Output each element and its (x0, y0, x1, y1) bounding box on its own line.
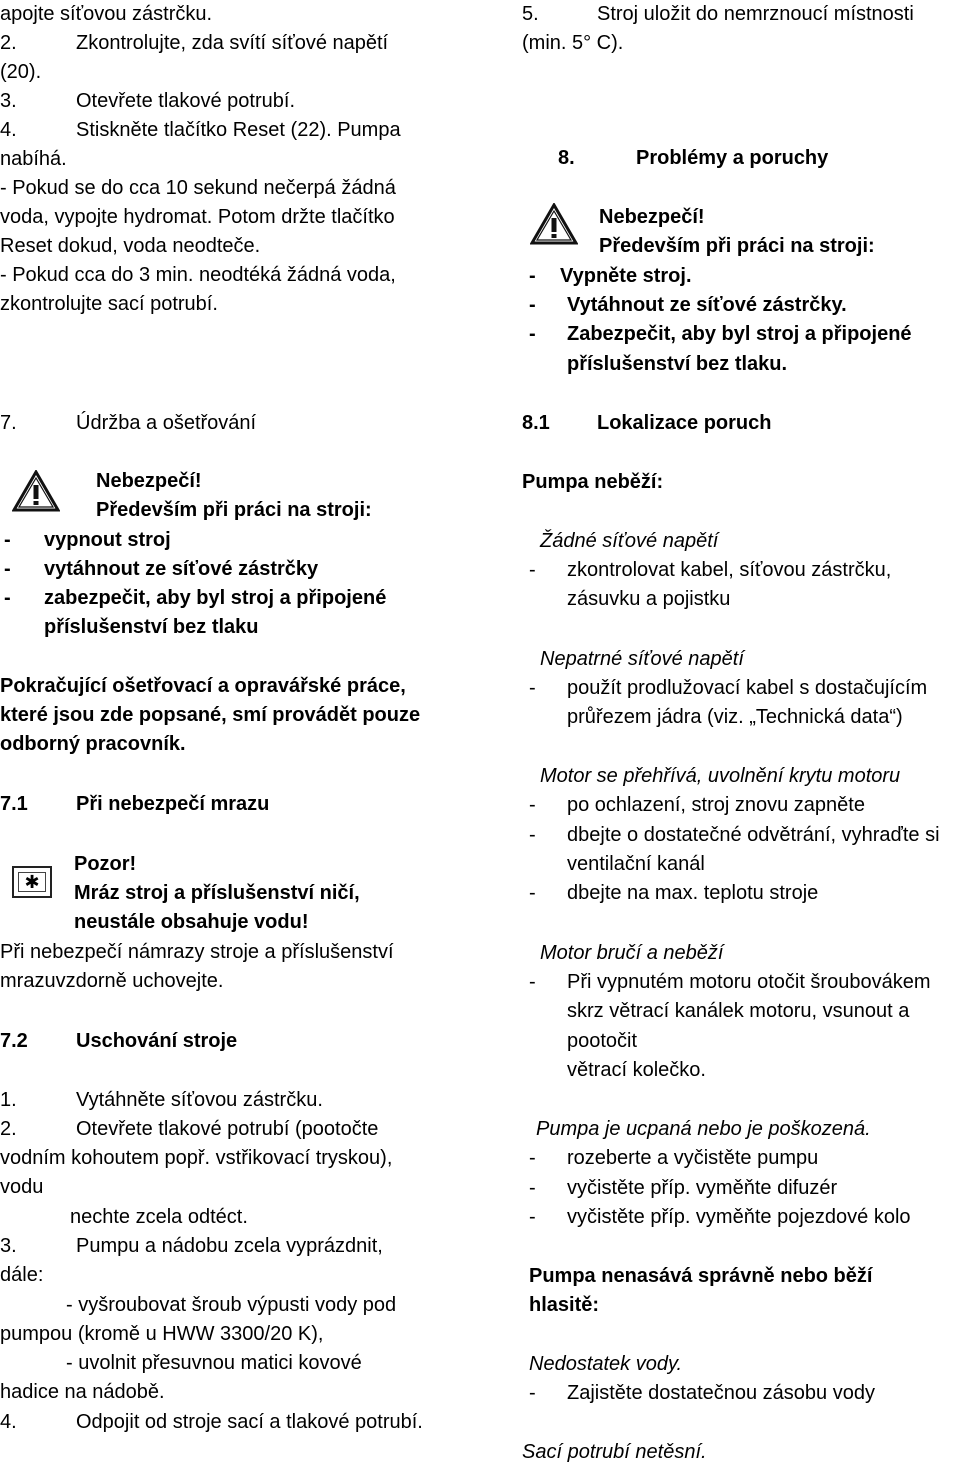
subheading: Pumpa nenasává správně nebo běží (529, 1265, 873, 1287)
bullet: - (529, 265, 536, 287)
list-number: 1. (0, 1089, 17, 1111)
section-heading: Údržba a ošetřování (76, 412, 257, 434)
text-line: pumpou (kromě u HWW 3300/20 K), (0, 1323, 324, 1345)
text-line: Pumpu a nádobu zcela vyprázdnit, (76, 1235, 383, 1257)
section-heading: Uschování stroje (76, 1030, 238, 1052)
text-line: dále: (0, 1264, 44, 1286)
bullet: - (529, 323, 536, 345)
frost-symbol-icon: ✱ (12, 866, 52, 898)
text-line: nechte zcela odtéct. (70, 1206, 248, 1228)
text-line: Pokračující ošetřovací a opravářské práce, (0, 675, 406, 697)
text-line: Odpojit od stroje sací a tlakové potrubí. (76, 1411, 423, 1433)
text-line: zásuvku a pojistku (567, 588, 731, 610)
text-line: Zkontrolujte, zda svítí síťové napětí (76, 32, 389, 54)
caution-text: Mráz stroj a příslušenství ničí, (74, 882, 360, 904)
cause-label: Pumpa je ucpaná nebo je poškozená. (536, 1118, 871, 1140)
bullet: - (529, 824, 536, 846)
section-number: 7. (0, 412, 17, 434)
text-line: nabíhá. (0, 148, 67, 170)
section-number: 8.1 (522, 412, 550, 434)
text-line: které jsou zde popsané, smí provádět pouze (0, 704, 421, 726)
text-line: skrz větrací kanálek motoru, vsunout a (567, 1000, 910, 1022)
text-line: dbejte na max. teplotu stroje (567, 882, 819, 904)
cause-label: Žádné síťové napětí (540, 530, 719, 552)
caution-text: neustále obsahuje vodu! (74, 911, 309, 933)
bullet: - (4, 587, 11, 609)
bullet: - (529, 1382, 536, 1404)
list-number: 3. (0, 1235, 17, 1257)
text-line: vypnout stroj (44, 529, 171, 551)
text-line: Vypněte stroj. (560, 265, 692, 287)
text-line: - uvolnit přesuvnou matici kovové (66, 1352, 362, 1374)
text-line: pootočit (567, 1030, 638, 1052)
text-line: zkontrolovat kabel, síťovou zástrčku, (567, 559, 892, 581)
bullet: - (529, 794, 536, 816)
text-line: Stiskněte tlačítko Reset (22). Pumpa (76, 119, 401, 141)
bullet: - (529, 971, 536, 993)
text-line: - vyšroubovat šroub výpusti vody pod (66, 1294, 397, 1316)
text-line: - Pokud cca do 3 min. neodtéká žádná voda, (0, 264, 396, 286)
list-number: 3. (0, 90, 17, 112)
cause-label: Nepatrné síťové napětí (540, 648, 744, 670)
section-number: 8. (558, 147, 575, 169)
text-line: vodu (0, 1176, 44, 1198)
bullet: - (4, 558, 11, 580)
text-line: vytáhnout ze síťové zástrčky (44, 558, 319, 580)
bullet: - (529, 677, 536, 699)
bullet: - (529, 882, 536, 904)
text-line: příslušenství bez tlaku. (567, 353, 788, 375)
text-line: zabezpečit, aby byl stroj a připojené (44, 587, 387, 609)
list-number: 2. (0, 32, 17, 54)
section-number: 7.1 (0, 793, 28, 815)
cause-label: Sací potrubí netěsní. (522, 1441, 707, 1463)
text-line: - Pokud se do cca 10 sekund nečerpá žádná (0, 177, 396, 199)
text-line: Zajistěte dostatečnou zásobu vody (567, 1382, 875, 1404)
text-line: Vytáhnout ze síťové zástrčky. (567, 294, 847, 316)
text-line: Při nebezpečí námrazy stroje a příslušenství (0, 941, 394, 963)
text-line: Otevřete tlakové potrubí. (76, 90, 296, 112)
caution-title: Pozor! (74, 853, 137, 875)
warning-title: Nebezpečí! (96, 470, 202, 492)
text-line: Při vypnutém motoru otočit šroubovákem (567, 971, 931, 993)
text-line: vyčistěte příp. vyměňte difuzér (567, 1177, 838, 1199)
bullet: - (529, 1206, 536, 1228)
cause-label: Motor se přehřívá, uvolnění krytu motoru (540, 765, 901, 787)
subheading: hlasitě: (529, 1294, 600, 1316)
bullet: - (529, 1177, 536, 1199)
bullet: - (529, 1147, 536, 1169)
text-line: rozeberte a vyčistěte pumpu (567, 1147, 819, 1169)
text-line: Stroj uložit do nemrznoucí místnosti (597, 3, 914, 25)
warning-text: Především při práci na stroji: (96, 499, 372, 521)
text-line: dbejte o dostatečné odvětrání, vyhraďte si (567, 824, 940, 846)
list-number: 4. (0, 119, 17, 141)
text-line: vyčistěte příp. vyměňte pojezdové kolo (567, 1206, 911, 1228)
list-number: 2. (0, 1118, 17, 1140)
text-line: apojte síťovou zástrčku. (0, 3, 213, 25)
text-line: větrací kolečko. (567, 1059, 706, 1081)
text-line: zkontrolujte sací potrubí. (0, 293, 218, 315)
text-line: (min. 5° C). (522, 32, 624, 54)
bullet: - (4, 529, 11, 551)
warning-text: Především při práci na stroji: (599, 235, 875, 257)
text-line: mrazuvzdorně uchovejte. (0, 970, 224, 992)
text-line: Otevřete tlakové potrubí (pootočte (76, 1118, 379, 1140)
warning-triangle-icon (12, 470, 60, 512)
text-line: hadice na nádobě. (0, 1381, 165, 1403)
text-line: Vytáhněte síťovou zástrčku. (76, 1089, 323, 1111)
cause-label: Nedostatek vody. (529, 1353, 683, 1375)
bullet: - (529, 559, 536, 581)
warning-title: Nebezpečí! (599, 206, 705, 228)
text-line: Zabezpečit, aby byl stroj a připojené (567, 323, 912, 345)
list-number: 5. (522, 3, 539, 25)
warning-triangle-icon (530, 203, 578, 245)
text-line: příslušenství bez tlaku (44, 616, 259, 638)
section-heading: Lokalizace poruch (597, 412, 772, 434)
text-line: průřezem jádra (viz. „Technická data“) (567, 706, 903, 728)
subheading: Pumpa neběží: (522, 471, 664, 493)
section-heading: Při nebezpečí mrazu (76, 793, 270, 815)
text-line: Reset dokud, voda neodteče. (0, 235, 261, 257)
text-line: (20). (0, 61, 42, 83)
section-number: 7.2 (0, 1030, 28, 1052)
text-line: po ochlazení, stroj znovu zapněte (567, 794, 865, 816)
text-line: odborný pracovník. (0, 733, 186, 755)
cause-label: Motor bručí a neběží (540, 942, 724, 964)
text-line: použít prodlužovací kabel s dostačujícím (567, 677, 928, 699)
list-number: 4. (0, 1411, 17, 1433)
section-heading: Problémy a poruchy (636, 147, 829, 169)
bullet: - (529, 294, 536, 316)
text-line: ventilační kanál (567, 853, 705, 875)
text-line: vodním kohoutem popř. vstřikovací tryskou), (0, 1147, 393, 1169)
text-line: voda, vypojte hydromat. Potom držte tlačítko (0, 206, 395, 228)
